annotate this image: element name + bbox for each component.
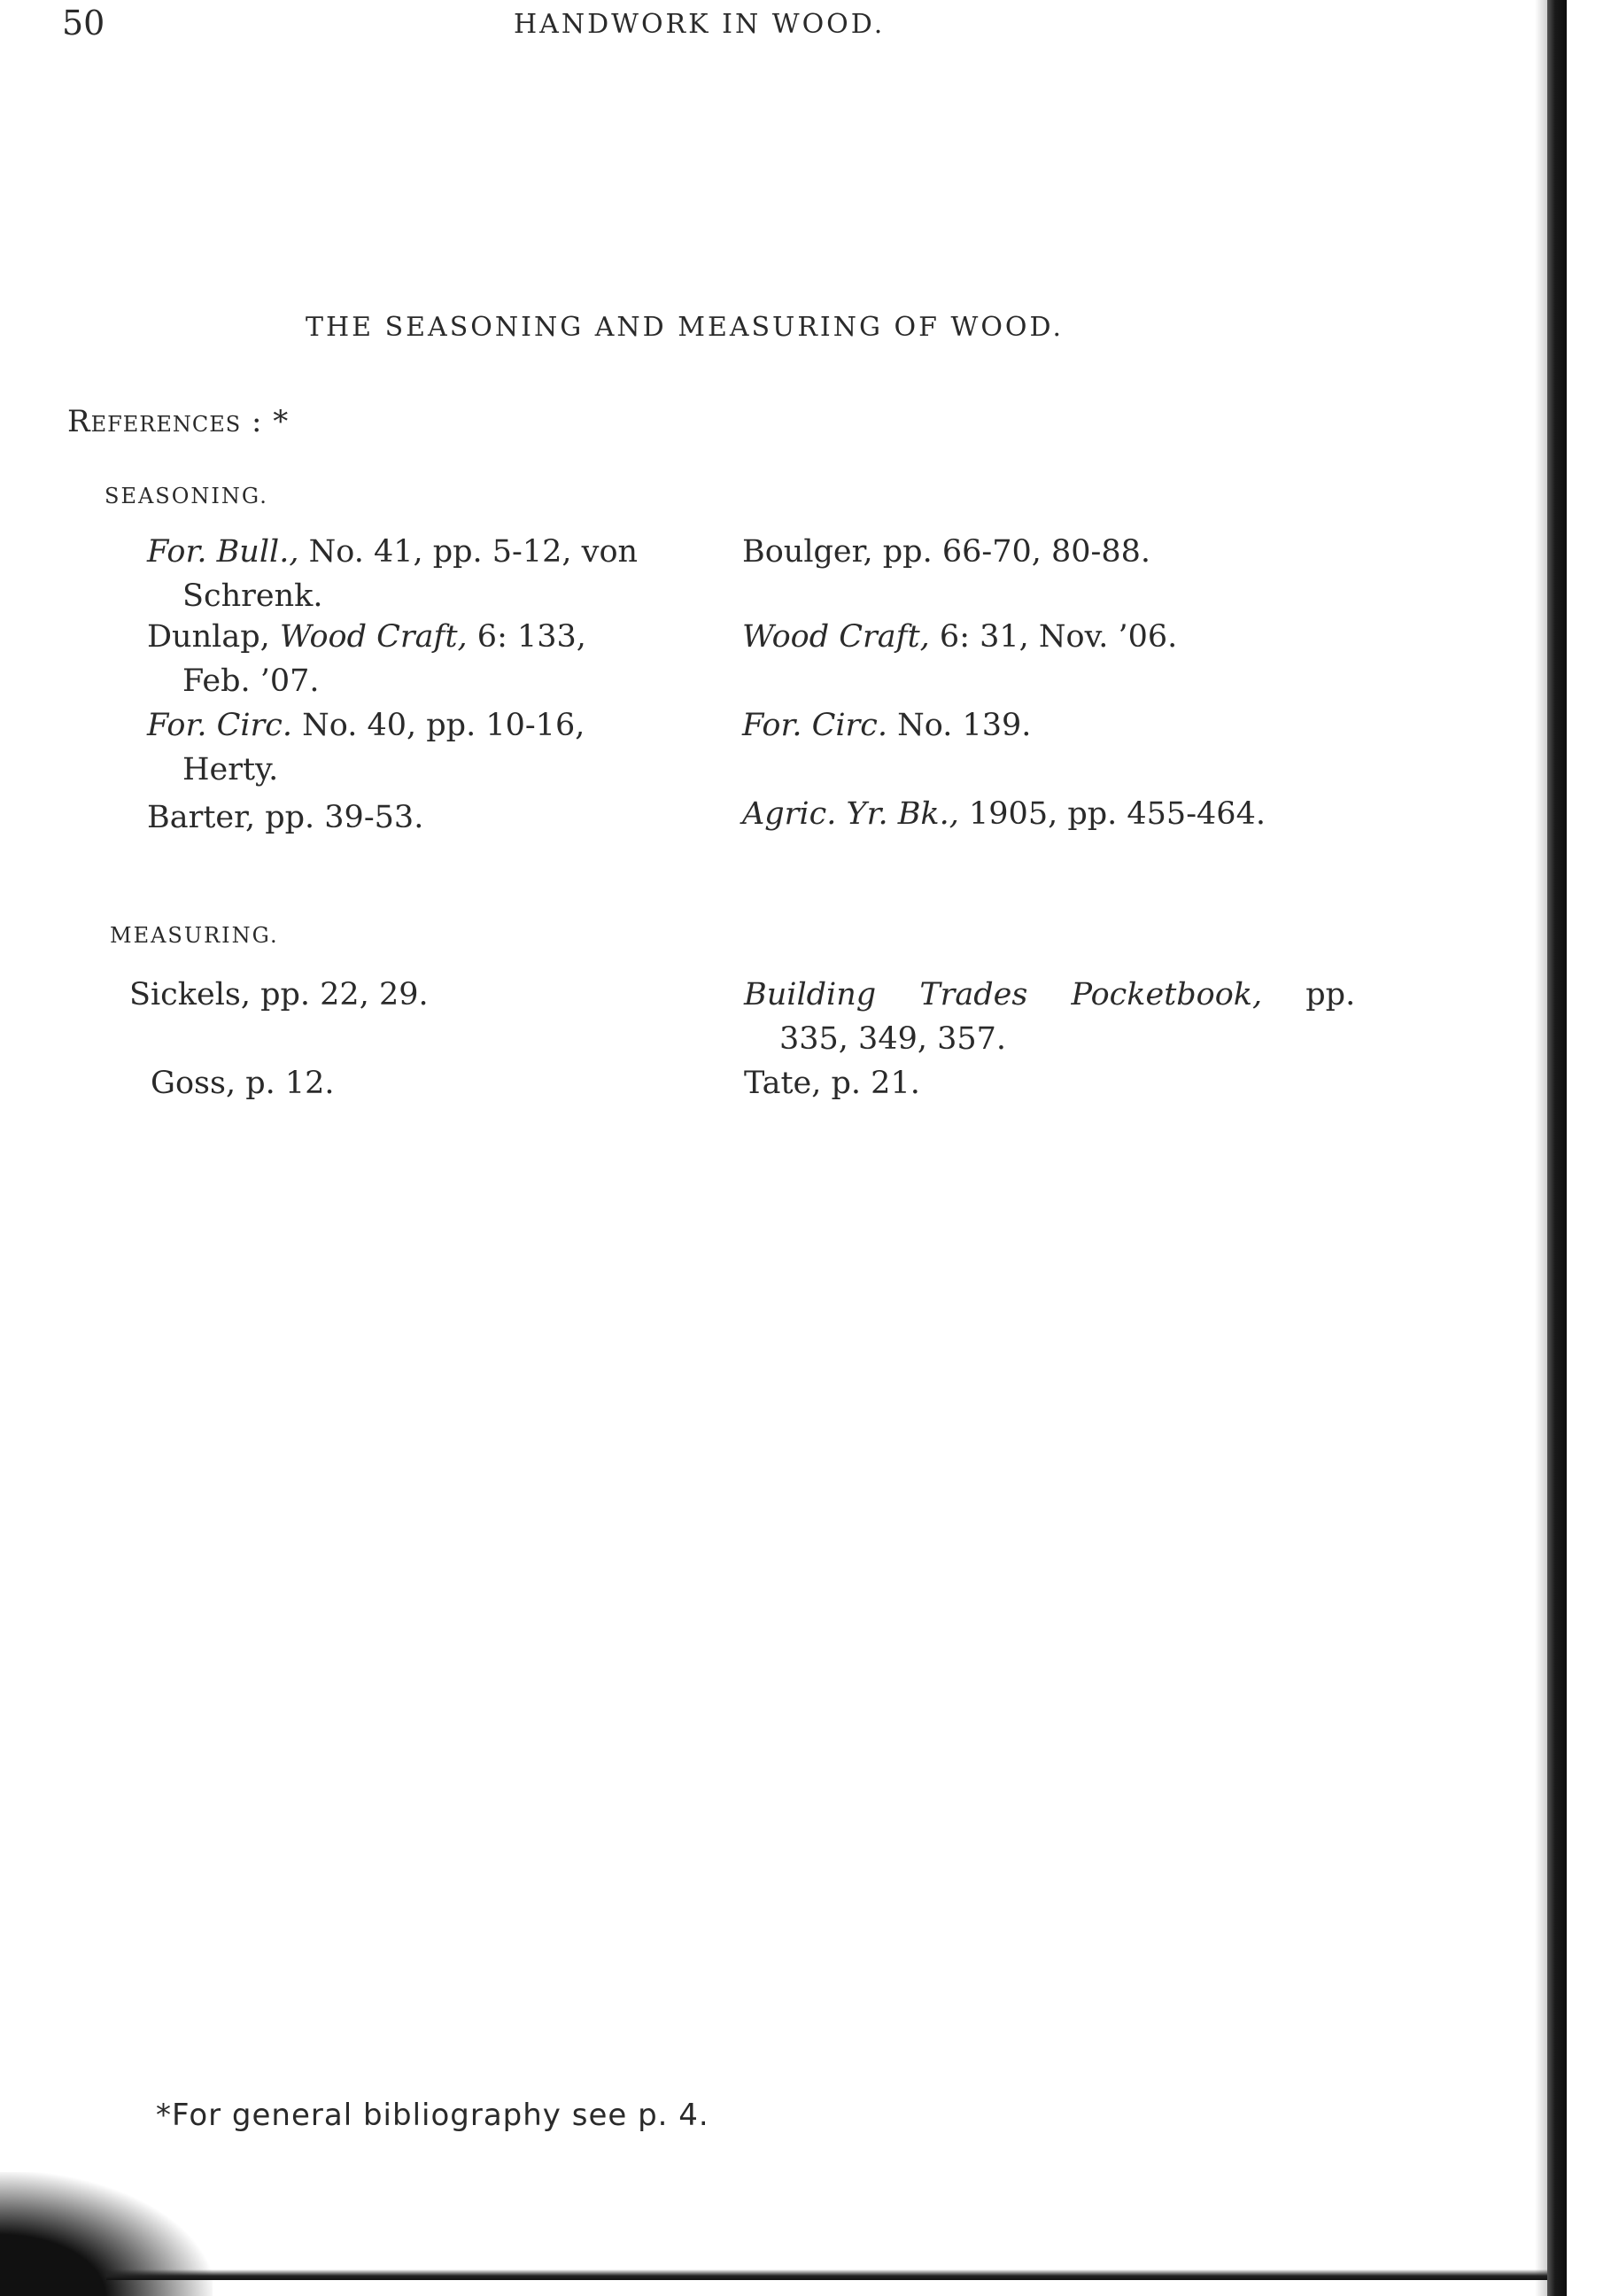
seasoning-right-entry-2: Wood Craft, 6: 31, Nov. ’06.	[742, 619, 1178, 655]
seasoning-left-entry-3: For. Circ. No. 40, pp. 10-16, Herty.	[147, 708, 585, 787]
seasoning-left-entry-1: For. Bull., No. 41, pp. 5-12, von Schrenk.	[147, 534, 639, 614]
page-bottom-edge	[106, 2269, 1547, 2280]
footnote: *For general bibliography see p. 4.	[156, 2098, 709, 2133]
page-edge	[1547, 0, 1567, 2296]
measuring-heading: MEASURING.	[110, 923, 279, 948]
measuring-left-entry-1: Sickels, pp. 22, 29.	[129, 977, 429, 1012]
seasoning-right-entry-1: Boulger, pp. 66-70, 80-88.	[742, 534, 1151, 570]
running-head	[62, 4, 1514, 46]
page-number: 50	[62, 4, 105, 43]
seasoning-heading: SEASONING.	[105, 484, 268, 508]
seasoning-right-entry-3: For. Circ. No. 139.	[742, 708, 1032, 743]
seasoning-left-entry-2: Dunlap, Wood Craft, 6: 133, Feb. ’07.	[147, 619, 586, 699]
measuring-right-entry-1: Building Trades Pocketbook, pp. 335, 349, 357.	[744, 977, 1356, 1057]
page-background-right	[1567, 0, 1611, 2296]
measuring-right-entry-2: Tate, p. 21.	[744, 1066, 920, 1101]
binding-shadow	[1535, 0, 1547, 2296]
references-label: References : *	[67, 404, 290, 439]
seasoning-left-entry-4: Barter, pp. 39-53.	[147, 800, 424, 835]
seasoning-right-entry-4: Agric. Yr. Bk., 1905, pp. 455-464.	[742, 796, 1266, 832]
measuring-left-entry-2: Goss, p. 12.	[151, 1066, 335, 1101]
section-title: THE SEASONING AND MEASURING OF WOOD.	[306, 312, 1065, 343]
running-title: HANDWORK IN WOOD.	[514, 9, 886, 40]
